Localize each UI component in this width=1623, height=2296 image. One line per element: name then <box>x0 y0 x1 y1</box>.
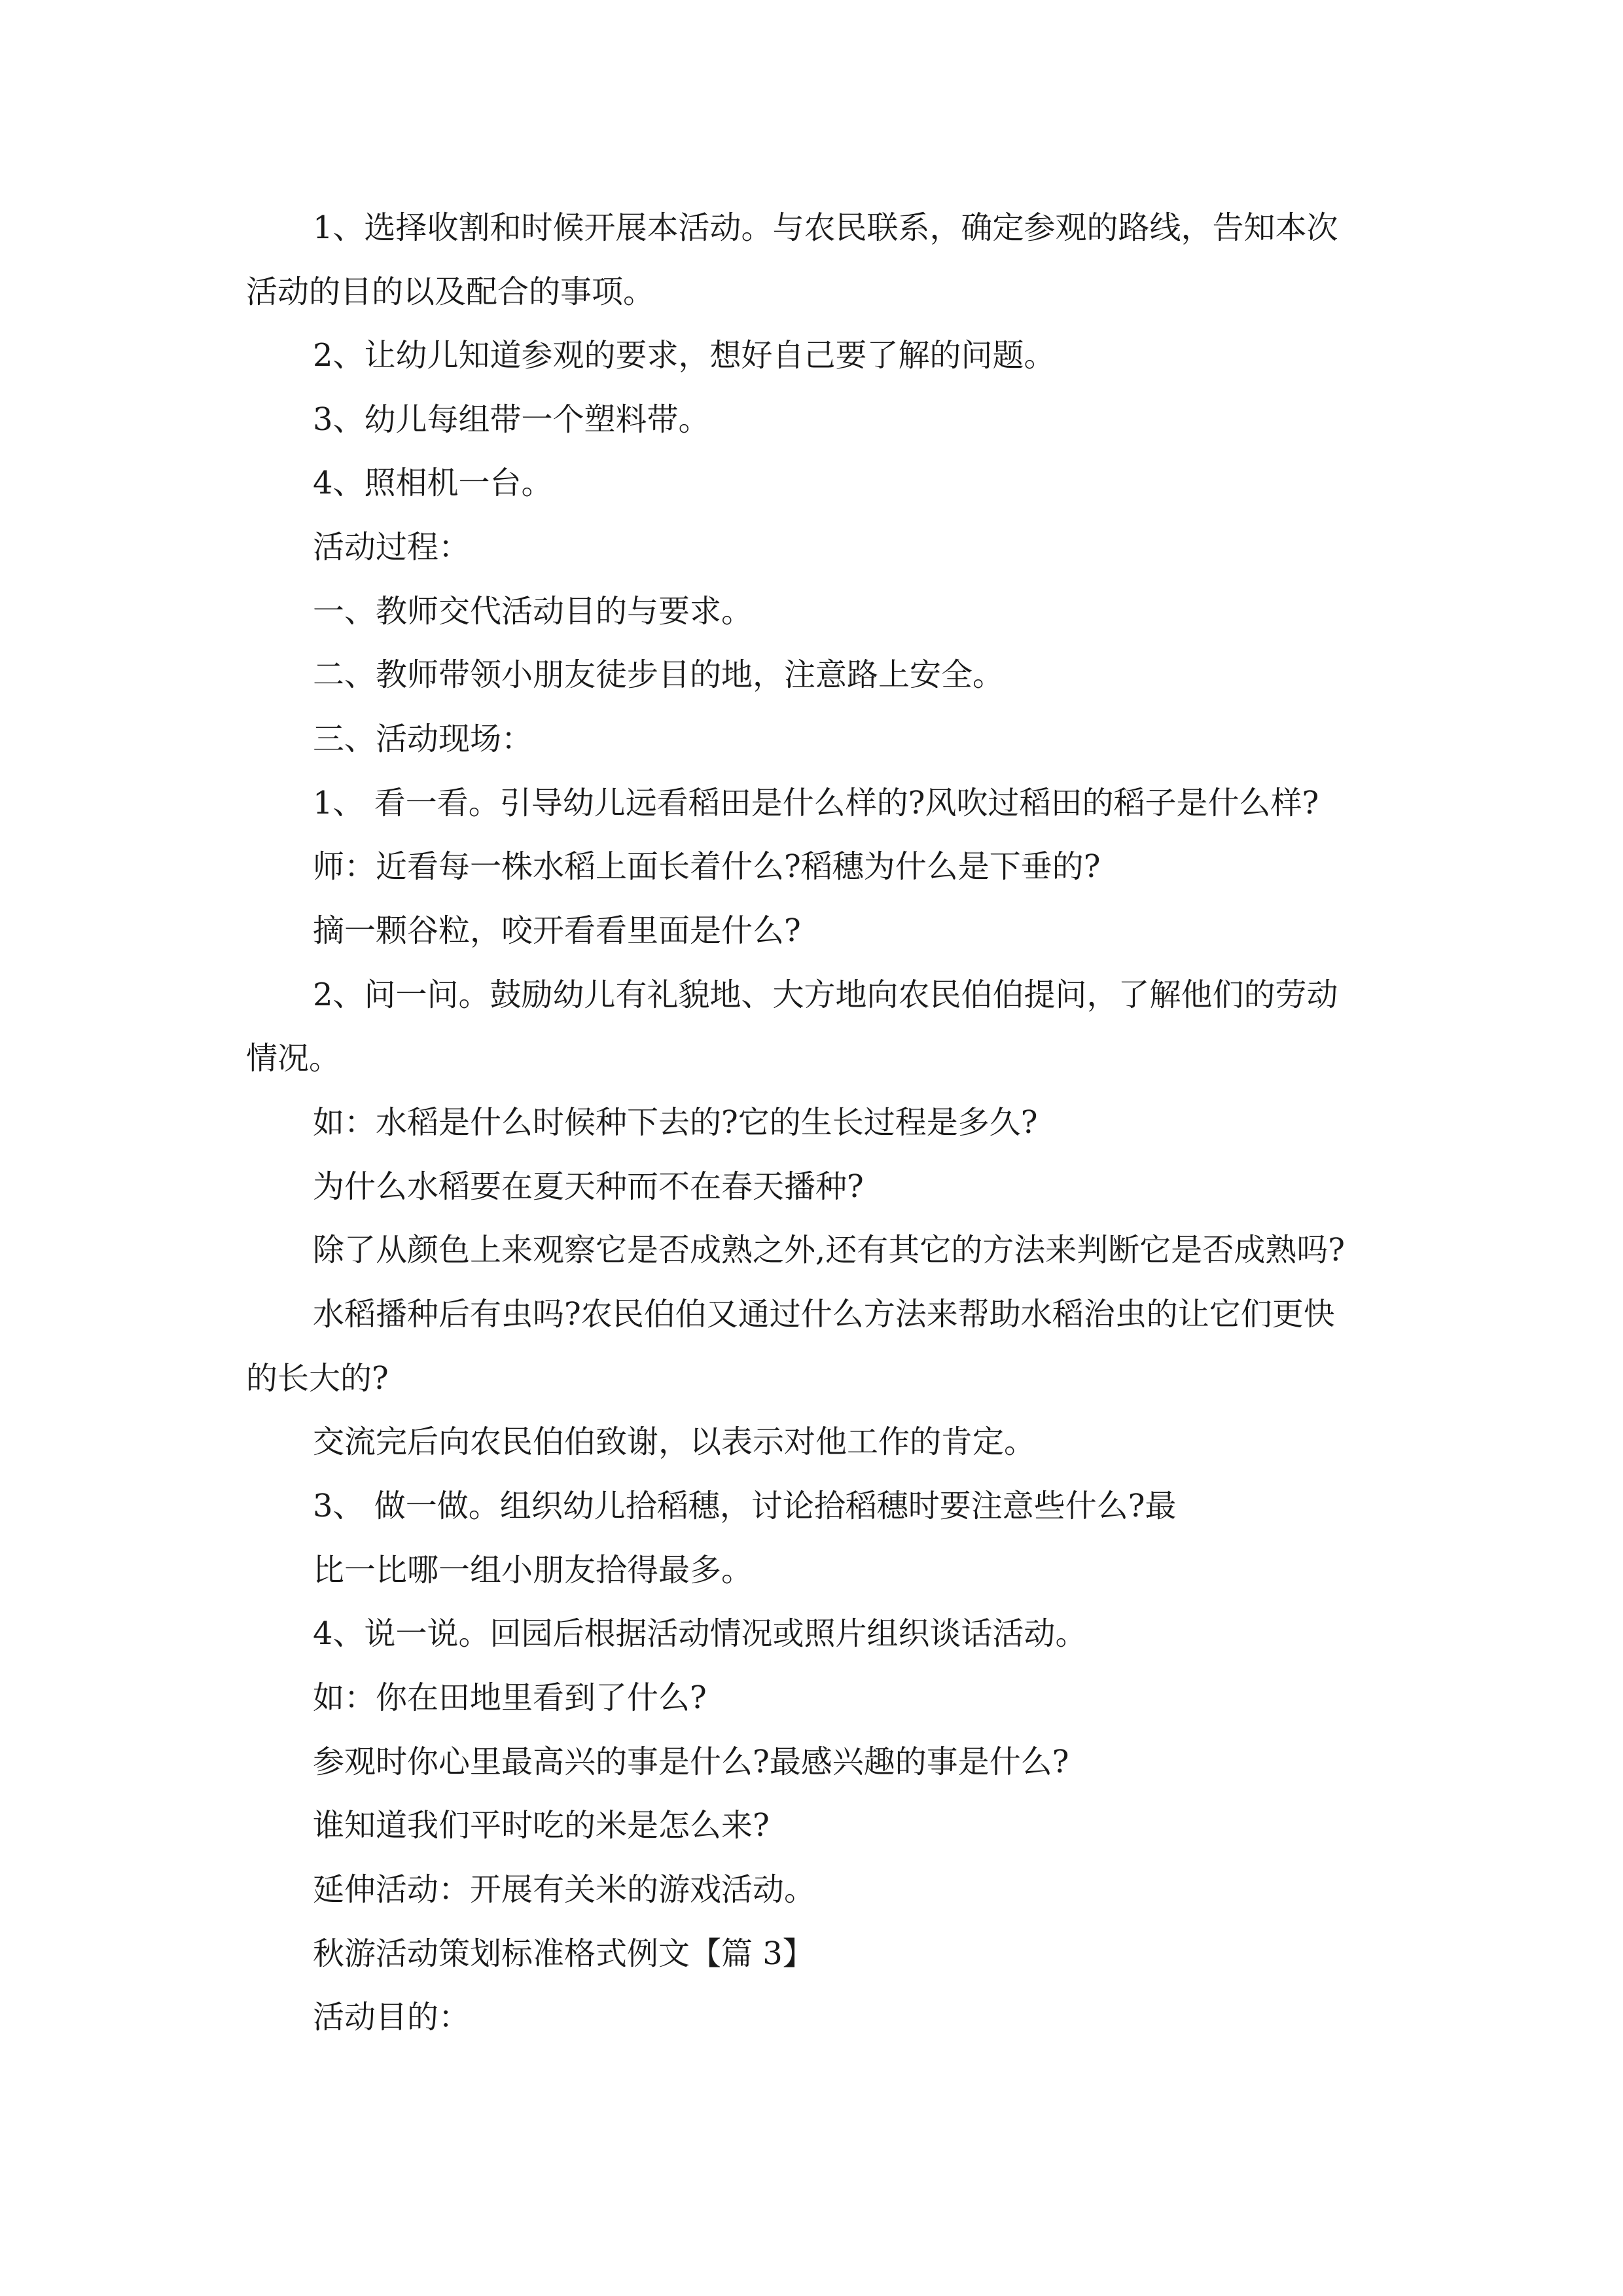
text-line: 三、活动现场： <box>313 721 533 757</box>
text-line: 摘一颗谷粒，咬开看看里面是什么? <box>313 912 801 949</box>
text-line: 谁知道我们平时吃的米是怎么来? <box>313 1807 770 1844</box>
text-line: 如：水稻是什么时候种下去的?它的生长过程是多久? <box>313 1104 1038 1141</box>
text-line: 师：近看每一株水稻上面长着什么?稻穗为什么是下垂的? <box>313 848 1101 885</box>
text-line: 如：你在田地里看到了什么? <box>313 1679 707 1716</box>
section-heading: 活动目的： <box>313 1999 471 2036</box>
text-line: 除了从颜色上来观察它是否成熟之外,还有其它的方法来判断它是否成熟吗? <box>313 1232 1345 1268</box>
text-line: 4、说一说。回园后根据活动情况或照片组织谈话活动。 <box>313 1615 1087 1652</box>
text-line: 延伸活动：开展有关米的游戏活动。 <box>313 1871 816 1908</box>
text-line: 1、选择收割和时候开展本活动。与农民联系，确定参观的路线，告知本次 <box>313 209 1338 246</box>
text-line: 二、教师带领小朋友徒步目的地，注意路上安全。 <box>313 656 1005 693</box>
text-line: 活动的目的以及配合的事项。 <box>246 274 655 310</box>
text-line: 4、照相机一台。 <box>313 465 553 501</box>
text-line: 1、 看一看。引导幼儿远看稻田是什么样的?风吹过稻田的稻子是什么样? <box>313 785 1319 821</box>
text-line: 一、教师交代活动目的与要求。 <box>313 593 753 630</box>
text-line: 水稻播种后有虫吗?农民伯伯又通过什么方法来帮助水稻治虫的让它们更快 <box>313 1296 1335 1333</box>
section-heading: 活动过程： <box>313 529 471 565</box>
text-line: 2、问一问。鼓励幼儿有礼貌地、大方地向农民伯伯提问，了解他们的劳动 <box>313 977 1338 1013</box>
section-title: 秋游活动策划标准格式例文【篇 3】 <box>313 1935 814 1972</box>
text-line: 情况。 <box>246 1040 341 1077</box>
text-line: 的长大的? <box>246 1360 389 1397</box>
text-line: 2、让幼儿知道参观的要求，想好自己要了解的问题。 <box>313 337 1056 374</box>
text-line: 为什么水稻要在夏天种而不在春天播种? <box>313 1168 864 1205</box>
text-line: 比一比哪一组小朋友拾得最多。 <box>313 1552 753 1588</box>
text-line: 3、幼儿每组带一个塑料带。 <box>313 401 710 438</box>
text-line: 交流完后向农民伯伯致谢，以表示对他工作的肯定。 <box>313 1424 1036 1460</box>
text-line: 参观时你心里最高兴的事是什么?最感兴趣的事是什么? <box>313 1744 1069 1780</box>
text-line: 3、 做一做。组织幼儿拾稻穗，讨论拾稻穗时要注意些什么?最 <box>313 1488 1177 1524</box>
